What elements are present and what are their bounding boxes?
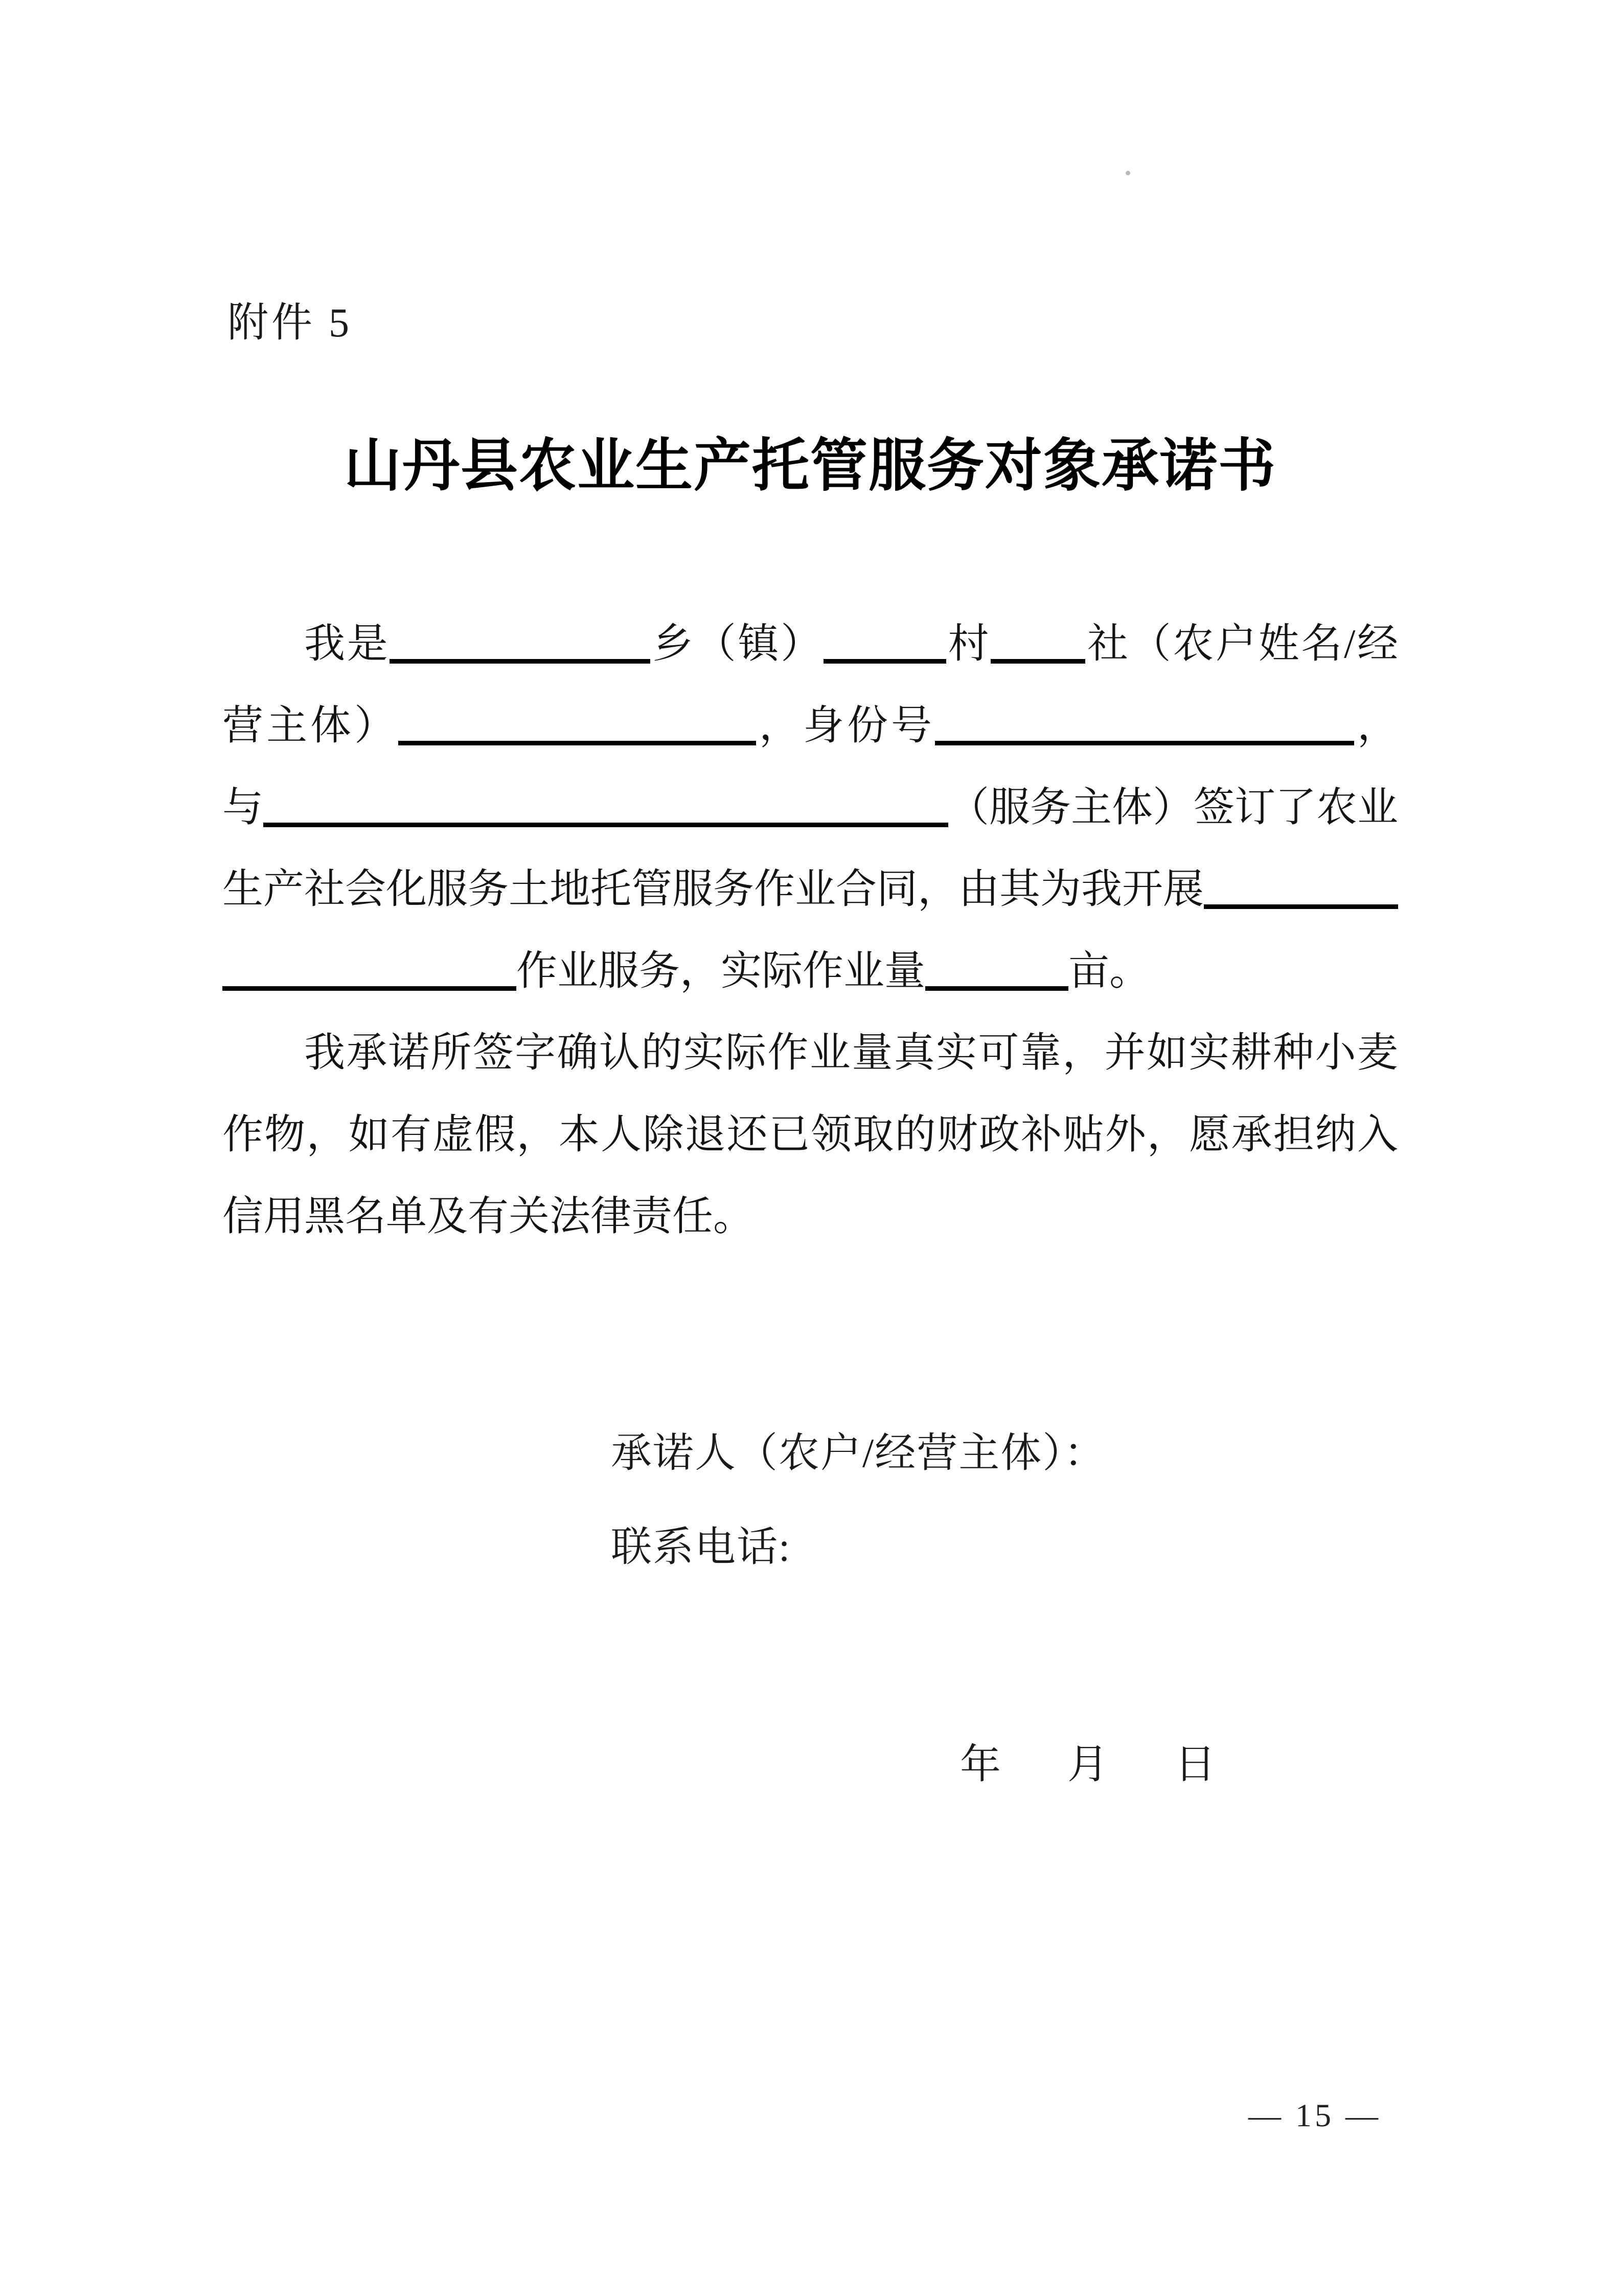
text-segment: ，身份号: [756, 703, 935, 748]
text-segment: 作业服务，实际作业量: [516, 949, 925, 994]
promisor-label: 承诺人（农户/经营主体）：: [611, 1431, 1106, 1476]
body-line-1: [222, 603, 1398, 685]
body-line-3: [222, 767, 1398, 849]
body-line-8: [222, 1176, 1398, 1258]
text-segment: 村: [946, 622, 991, 667]
blank-township-name: [390, 659, 650, 664]
document-title: 山丹县农业生产托管服务对象承诺书: [344, 435, 1276, 498]
text-segment: （服务主体）签订了农业: [948, 785, 1398, 830]
blank-group-name: [991, 659, 1085, 664]
body-line-2: [222, 685, 1398, 767]
text-segment: 作物，如有虚假，本人除退还已领取的财政补贴外，愿承担纳入: [222, 1112, 1398, 1157]
page-number: — 15 —: [1248, 2097, 1381, 2133]
text-segment: 与: [222, 785, 263, 830]
blank-service-provider: [263, 823, 948, 827]
blank-id-number: [935, 741, 1354, 745]
text-segment: 我是: [304, 622, 390, 667]
text-segment: 营主体）: [222, 703, 398, 748]
blank-service-type-start: [1204, 904, 1398, 909]
text-segment: 信用黑名单及有关法律责任。: [222, 1194, 754, 1239]
phone-label: 联系电话:: [611, 1525, 791, 1570]
blank-village-name: [824, 659, 946, 664]
text-segment: ，: [1354, 703, 1398, 748]
date-line: [960, 1739, 1216, 1790]
text-segment: 乡（镇）: [650, 622, 824, 667]
date-year-label: 年: [960, 1742, 1001, 1787]
text-segment: 社（农户姓名/经: [1085, 622, 1399, 667]
body-line-5: [222, 930, 1398, 1012]
date-day-label: 日: [1175, 1742, 1216, 1787]
blank-service-type-end: [222, 986, 516, 991]
body-line-6: [222, 1012, 1398, 1094]
date-month-label: 月: [1067, 1742, 1108, 1787]
text-segment: 我承诺所签字确认的实际作业量真实可靠，并如实耕种小麦: [304, 1031, 1398, 1076]
document-body: [222, 603, 1398, 1258]
body-line-4: [222, 849, 1398, 930]
text-segment: 亩。: [1068, 949, 1150, 994]
scan-speck-artifact: [1126, 171, 1130, 175]
blank-work-amount: [925, 986, 1068, 991]
blank-entity-name: [398, 741, 756, 745]
attachment-label: 附件 5: [227, 301, 352, 346]
text-segment: 生产社会化服务土地托管服务作业合同，由其为我开展: [222, 867, 1204, 912]
body-line-7: [222, 1094, 1398, 1176]
